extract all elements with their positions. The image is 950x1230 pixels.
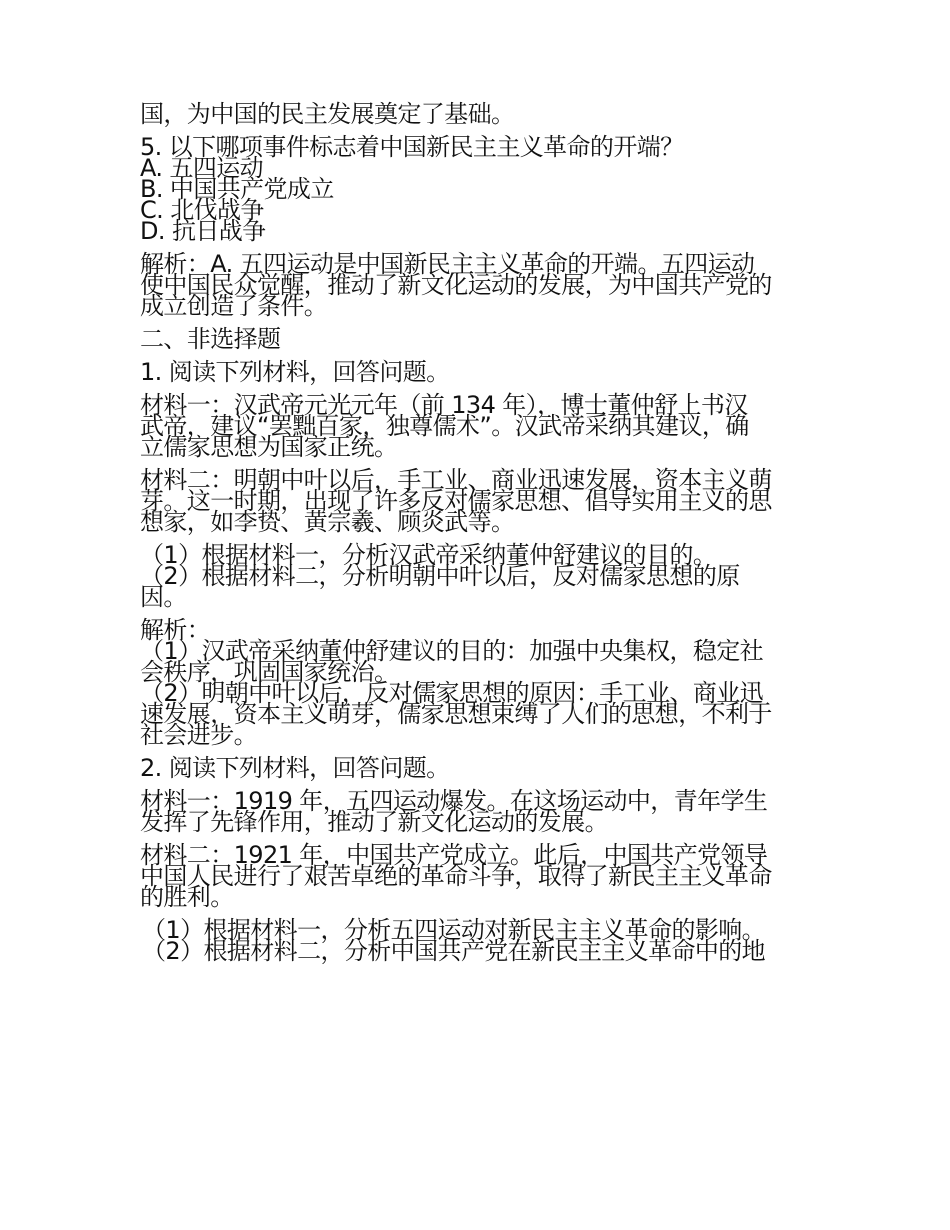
- option-b: B. 中国共产党成立: [140, 175, 334, 203]
- question-5-analysis: [140, 250, 820, 320]
- text-line: 会秩序，巩固国家统治。: [140, 658, 398, 686]
- text-line: 使中国民众觉醒，推动了新文化运动的发展，为中国共产党的: [140, 271, 772, 299]
- text-line: 中国人民进行了艰苦卓绝的革命斗争，取得了新民主主义革命: [140, 862, 772, 890]
- q2-material-2: [140, 841, 820, 911]
- option-d: D. 抗日战争: [140, 217, 266, 245]
- text-line: （2）根据材料二，分析中国共产党在新民主主义革命中的地: [142, 937, 766, 965]
- question-5: [140, 133, 820, 245]
- text-line: 芽。这一时期，出现了许多反对儒家思想、倡导实用主义的思: [140, 487, 772, 515]
- text-line: 立儒家思想为国家正统。: [140, 433, 398, 461]
- question-1-prompt: [140, 358, 820, 386]
- text-line: 因。: [140, 583, 187, 611]
- q1-material-1: [140, 391, 820, 461]
- text-line: （1）汉武帝采纳董仲舒建议的目的：加强中央集权，稳定社: [140, 637, 764, 665]
- q1-sub-questions: [140, 541, 820, 611]
- text-line: （2）明朝中叶以后，反对儒家思想的原因：手工业、商业迅: [140, 679, 764, 707]
- text-line: 材料二：明朝中叶以后，手工业、商业迅速发展，资本主义萌: [140, 466, 772, 494]
- text-line: 2. 阅读下列材料，回答问题。: [140, 754, 450, 782]
- text-line: 社会进步。: [140, 721, 257, 749]
- document-page: [140, 100, 820, 974]
- text-line: 材料一：1919 年，五四运动爆发。在这场运动中，青年学生: [140, 787, 768, 815]
- option-c: C. 北伐战争: [140, 196, 264, 224]
- text-line: 材料一：汉武帝元光元年（前 134 年），博士董仲舒上书汉: [140, 391, 748, 419]
- text-line: 发挥了先锋作用，推动了新文化运动的发展。: [140, 808, 608, 836]
- q2-material-1: [140, 787, 820, 836]
- text-line: 的胜利。: [140, 883, 234, 911]
- text-line: 1. 阅读下列材料，回答问题。: [140, 358, 450, 386]
- text-line: 想家，如李贽、黄宗羲、顾炎武等。: [140, 508, 515, 536]
- text-line: 解析：A. 五四运动是中国新民主主义革命的开端。五四运动: [140, 250, 755, 278]
- q1-material-2: [140, 466, 820, 536]
- text-line: 材料二：1921 年，中国共产党成立。此后，中国共产党领导: [140, 841, 768, 869]
- text-line: 成立创造了条件。: [140, 292, 328, 320]
- question-5-stem: 5. 以下哪项事件标志着中国新民主主义革命的开端？: [140, 133, 684, 161]
- question-2-prompt: [140, 754, 820, 782]
- text-line: 解析：: [140, 616, 211, 644]
- paragraph-intro-ending: [140, 100, 820, 128]
- section-title: 二、非选择题: [140, 325, 281, 353]
- text-line: （1）根据材料一，分析汉武帝采纳董仲舒建议的目的。: [140, 541, 717, 569]
- q2-sub-questions: [140, 916, 820, 965]
- text-line: 国，为中国的民主发展奠定了基础。: [140, 100, 515, 128]
- text-line: （1）根据材料一，分析五四运动对新民主主义革命的影响。: [142, 916, 766, 944]
- text-line: 武帝，建议“罢黜百家，独尊儒术”。汉武帝采纳其建议，确: [140, 412, 749, 440]
- text-line: （2）根据材料二，分析明朝中叶以后，反对儒家思想的原: [140, 562, 740, 590]
- text-line: 速发展，资本主义萌芽，儒家思想束缚了人们的思想，不利于: [140, 700, 772, 728]
- q1-analysis: [140, 616, 820, 749]
- option-a: A. 五四运动: [140, 154, 264, 182]
- section-heading-non-choice: [140, 325, 820, 353]
